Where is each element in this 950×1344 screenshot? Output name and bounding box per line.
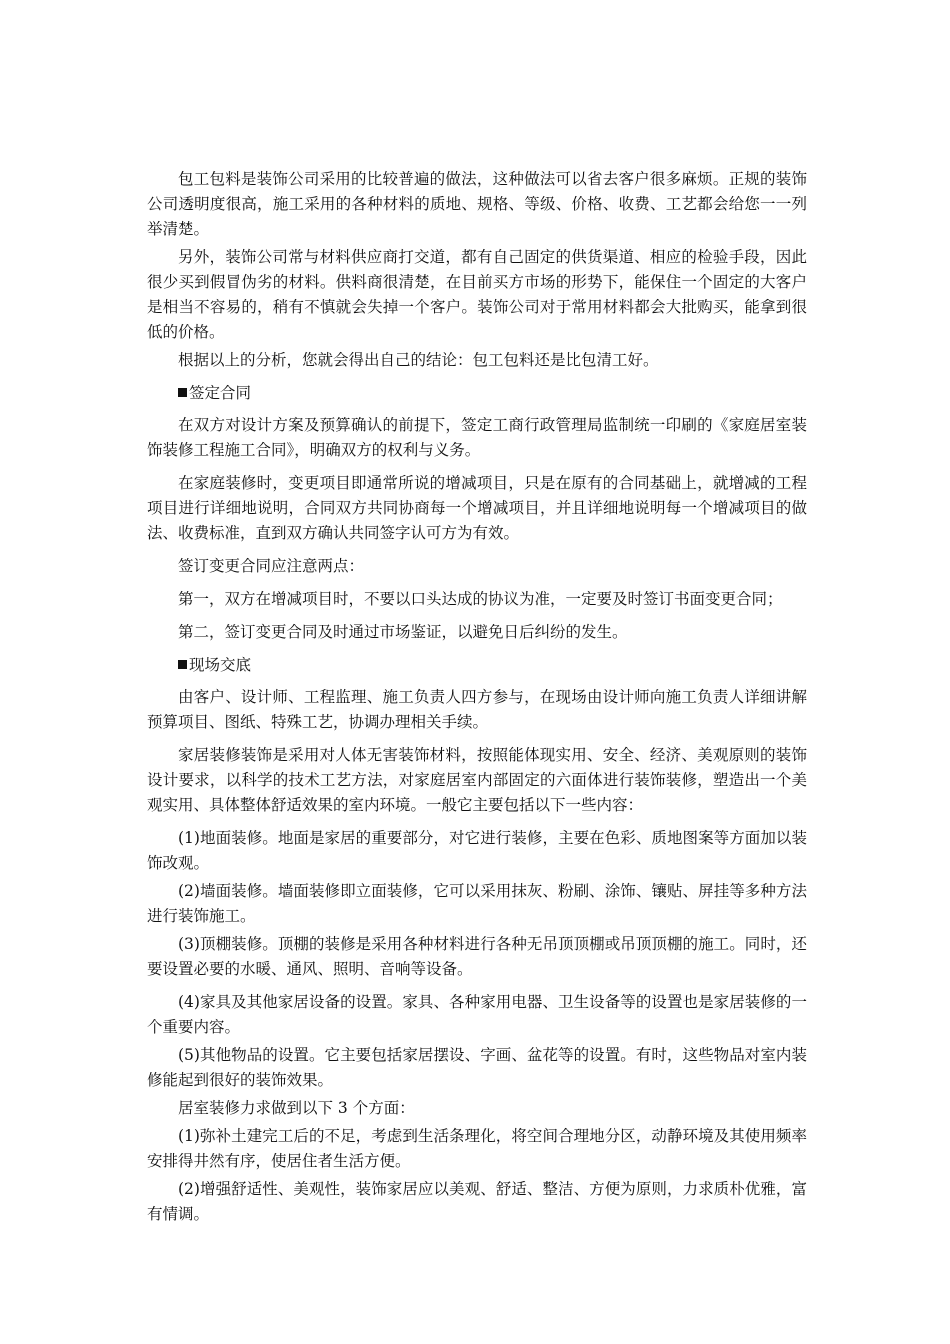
- list-item: (1)弥补土建完工后的不足，考虑到生活条理化，将空间合理地分区，动静环境及其使用频率安排得井然有序，使居住者生活方便。: [147, 1127, 807, 1170]
- paragraph: 第二，签订变更合同及时通过市场鉴证，以避免日后纠纷的发生。: [178, 623, 628, 641]
- document-page: [147, 167, 807, 1230]
- paragraph: 第一，双方在增减项目时，不要以口头达成的协议为准，一定要及时签订书面变更合同；: [178, 590, 783, 608]
- list-item: (2)增强舒适性、美观性，装饰家居应以美观、舒适、整洁、方便为原则，力求质朴优雅，富有情调。: [147, 1180, 807, 1223]
- paragraph: 根据以上的分析，您就会得出自己的结论：包工包料还是比包清工好。: [178, 351, 659, 369]
- list-item: (4)家具及其他家居设备的设置。家具、各种家用电器、卫生设备等的设置也是家居装修的一个重要内容。: [147, 993, 807, 1036]
- paragraph: 另外，装饰公司常与材料供应商打交道，都有自己固定的供货渠道、相应的检验手段，因此很少买到假冒伪劣的材料。供料商很清楚，在目前买方市场的形势下，能保住一个固定的大客户是相当不容易的，稍有不慎就会失掉一个客户。装饰公司对于常用材料都会大批购买，能拿到很低的价格。: [147, 248, 807, 341]
- paragraph: 在家庭装修时，变更项目即通常所说的增减项目，只是在原有的合同基础上，就增减的工程项目进行详细地说明，合同双方共同协商每一个增减项目，并且详细地说明每一个增减项目的做法、收费标准，直到双方确认共同签字认可方为有效。: [147, 474, 807, 542]
- paragraph: 家居装修装饰是采用对人体无害装饰材料，按照能体现实用、安全、经济、美观原则的装饰设计要求，以科学的技术工艺方法，对家庭居室内部固定的六面体进行装饰装修，塑造出一个美观实用、具体整体舒适效果的室内环境。一般它主要包括以下一些内容：: [147, 746, 807, 814]
- paragraph: 包工包料是装饰公司采用的比较普遍的做法，这种做法可以省去客户很多麻烦。正规的装饰公司透明度很高，施工采用的各种材料的质地、规格、等级、价格、收费、工艺都会给您一一列举清楚。: [147, 170, 807, 238]
- section-heading-text: 签定合同: [189, 384, 252, 402]
- square-bullet-icon: [178, 660, 187, 669]
- list-item: (1)地面装修。地面是家居的重要部分，对它进行装修，主要在色彩、质地图案等方面加以装饰改观。: [147, 829, 807, 872]
- section-heading: [147, 381, 807, 406]
- paragraph: 由客户、设计师、工程监理、施工负责人四方参与，在现场由设计师向施工负责人详细讲解预算项目、图纸、特殊工艺，协调办理相关手续。: [147, 688, 807, 731]
- paragraph: 在双方对设计方案及预算确认的前提下，签定工商行政管理局监制统一印刷的《家庭居室装饰装修工程施工合同》，明确双方的权利与义务。: [147, 416, 807, 459]
- section-heading-text: 现场交底: [189, 656, 252, 674]
- square-bullet-icon: [178, 388, 187, 397]
- list-item: (2)墙面装修。墙面装修即立面装修，它可以采用抹灰、粉刷、涂饰、镶贴、屏挂等多种方法进行装饰施工。: [147, 882, 807, 925]
- section-heading: [147, 653, 807, 678]
- paragraph: 居室装修力求做到以下 3 个方面：: [178, 1099, 415, 1117]
- list-item: (5)其他物品的设置。它主要包括家居摆设、字画、盆花等的设置。有时，这些物品对室内装修能起到很好的装饰效果。: [147, 1046, 807, 1089]
- list-item: (3)顶棚装修。顶棚的装修是采用各种材料进行各种无吊顶顶棚或吊顶顶棚的施工。同时，还要设置必要的水暖、通风、照明、音响等设备。: [147, 935, 807, 978]
- paragraph: 签订变更合同应注意两点：: [178, 557, 365, 575]
